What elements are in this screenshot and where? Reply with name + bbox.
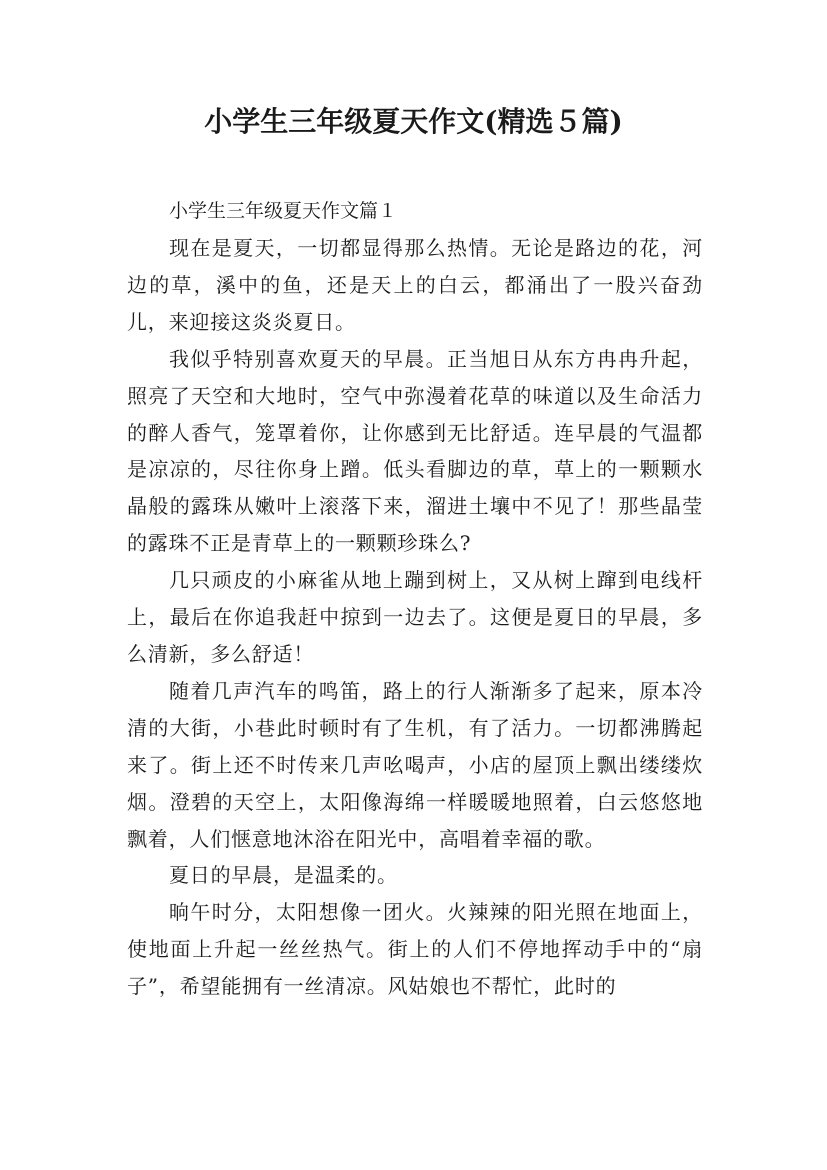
paragraph: 现在是夏天，一切都显得那么热情。无论是路边的花，河边的草，溪中的鱼，还是天上的白云，都涌出了一股兴奋劲儿，来迎接这炎炎夏日。 <box>127 236 703 334</box>
paragraph: 夏日的早晨，是温柔的。 <box>169 863 398 888</box>
section-heading: 小学生三年级夏天作文篇１ <box>169 200 398 222</box>
paragraph: 几只顽皮的小麻雀从地上蹦到树上，又从树上蹿到电线杆上，最后在你追我赶中掠到一边去了。这便是夏日的早晨，多么清新，多么舒适！ <box>127 568 703 666</box>
document-body <box>127 193 703 1005</box>
document-title: 小学生三年级夏天作文(精选５篇) <box>204 105 623 138</box>
paragraph: 我似乎特别喜欢夏天的早晨。正当旭日从东方冉冉升起，照亮了天空和大地时，空气中弥漫着花草的味道以及生命活力的醉人香气，笼罩着你，让你感到无比舒适。连早晨的气温都是凉凉的，尽往你身上蹭。低头看脚边的草，草上的一颗颗水晶般的露珠从嫩叶上滚落下来，溜进土壤中不见了！那些晶莹的露珠不正是青草上的一颗颗珍珠么? <box>127 346 703 556</box>
paragraph: 晌午时分，太阳想像一团火。火辣辣的阳光照在地面上，使地面上升起一丝丝热气。街上的人们不停地挥动手中的“扇子”，希望能拥有一丝清凉。风姑娘也不帮忙，此时的 <box>127 900 703 999</box>
paragraph: 随着几声汽车的鸣笛，路上的行人渐渐多了起来，原本冷清的大街，小巷此时顿时有了生机，有了活力。一切都沸腾起来了。街上还不时传来几声吆喝声，小店的屋顶上飘出缕缕炊烟。澄碧的天空上，太阳像海绵一样暖暖地照着，白云悠悠地飘着，人们惬意地沐浴在阳光中，高唱着幸福的歌。 <box>127 678 703 851</box>
